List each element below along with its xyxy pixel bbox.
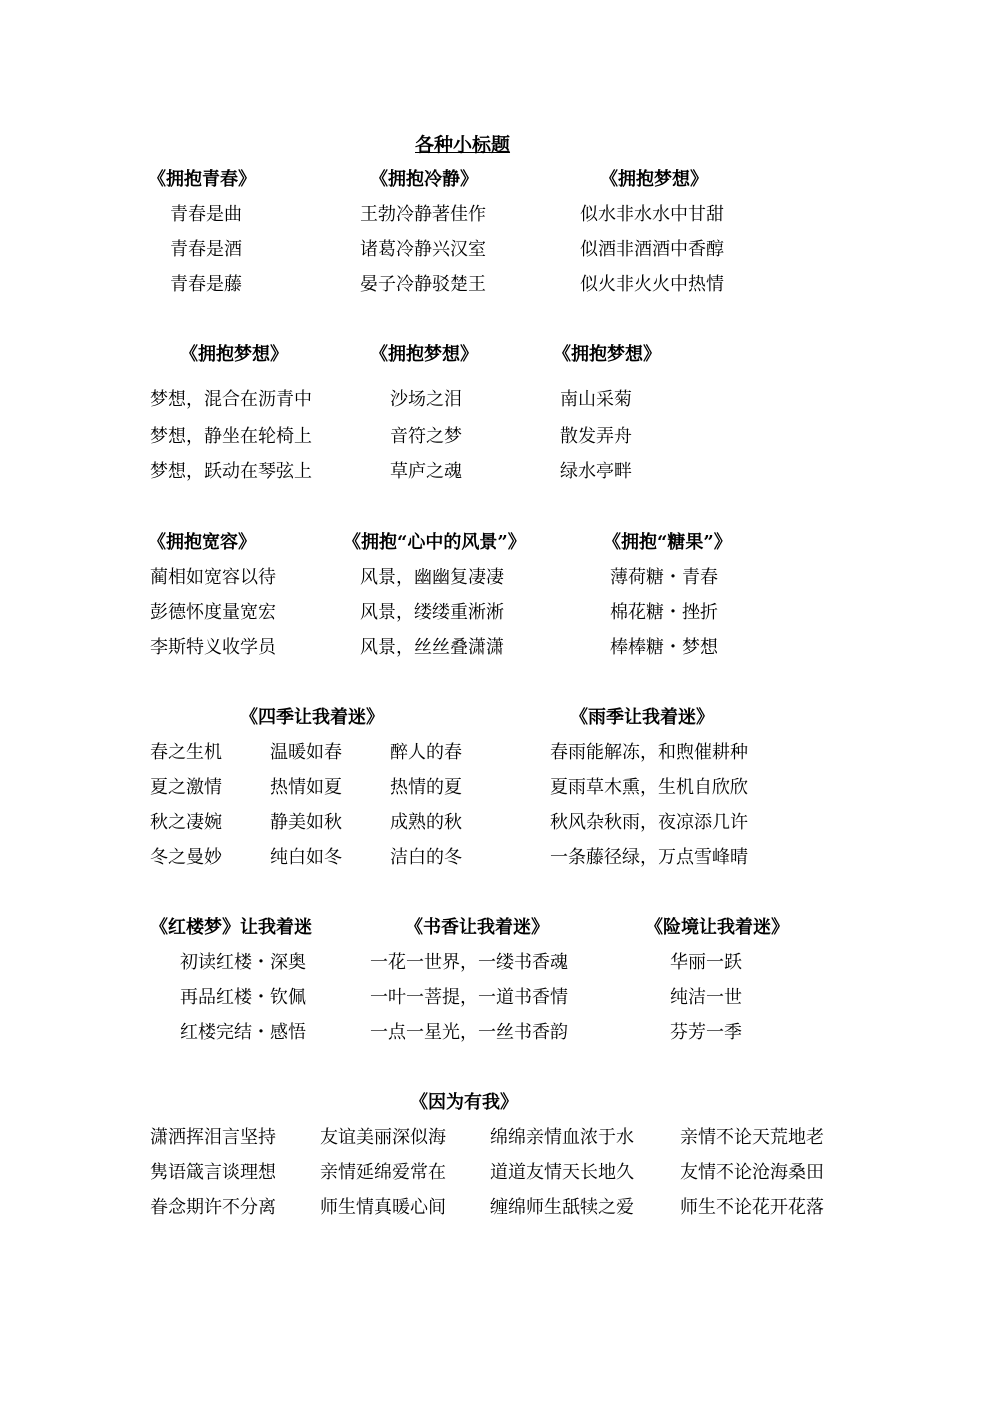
section-heading: 《拥抱梦想》 <box>180 344 288 365</box>
list-item: 华丽一跃 <box>670 952 742 973</box>
section-heading: 《拥抱“心中的风景”》 <box>343 532 526 553</box>
list-item: 春之生机 <box>150 742 222 763</box>
list-item: 草庐之魂 <box>390 461 462 482</box>
list-item: 彭德怀度量宽宏 <box>150 602 276 623</box>
list-item: 蔺相如宽容以待 <box>150 567 276 588</box>
list-item: 再品红楼・钦佩 <box>180 987 306 1008</box>
list-item: 友谊美丽深似海 <box>320 1127 446 1148</box>
page-title: 各种小标题 <box>415 134 511 156</box>
section-heading: 《拥抱梦想》 <box>600 169 708 190</box>
list-item: 热情的夏 <box>390 777 462 798</box>
list-item: 绿水亭畔 <box>560 461 632 482</box>
list-item: 一花一世界，一缕书香魂 <box>370 952 568 973</box>
section-heading: 《因为有我》 <box>410 1092 518 1113</box>
list-item: 静美如秋 <box>270 812 342 833</box>
list-item: 似酒非酒酒中香醇 <box>580 239 724 260</box>
list-item: 青春是藤 <box>170 274 242 295</box>
list-item: 秋风杂秋雨，夜凉添几许 <box>550 812 748 833</box>
section-heading: 《拥抱梦想》 <box>370 344 478 365</box>
list-item: 温暖如春 <box>270 742 342 763</box>
section-heading: 《拥抱冷静》 <box>370 169 478 190</box>
list-item: 眷念期许不分离 <box>150 1197 276 1218</box>
list-item: 秋之凄婉 <box>150 812 222 833</box>
list-item: 李斯特义收学员 <box>150 637 276 658</box>
list-item: 棉花糖・挫折 <box>610 602 718 623</box>
list-item: 晏子冷静驳楚王 <box>360 274 486 295</box>
list-item: 棒棒糖・梦想 <box>610 637 718 658</box>
list-item: 成熟的秋 <box>390 812 462 833</box>
section-heading: 《红楼梦》让我着迷 <box>150 917 312 938</box>
list-item: 梦想，跃动在琴弦上 <box>150 461 312 482</box>
list-item: 亲情延绵爱常在 <box>320 1162 446 1183</box>
list-item: 散发弄舟 <box>560 426 632 447</box>
list-item: 风景，丝丝叠潇潇 <box>360 637 504 658</box>
list-item: 洁白的冬 <box>390 847 462 868</box>
list-item: 冬之曼妙 <box>150 847 222 868</box>
list-item: 沙场之泪 <box>390 389 462 410</box>
section-heading: 《拥抱“糖果”》 <box>603 532 732 553</box>
list-item: 亲情不论天荒地老 <box>680 1127 824 1148</box>
list-item: 青春是曲 <box>170 204 242 225</box>
list-item: 梦想，静坐在轮椅上 <box>150 426 312 447</box>
section-heading: 《四季让我着迷》 <box>240 707 384 728</box>
list-item: 梦想，混合在沥青中 <box>150 389 312 410</box>
list-item: 风景，幽幽复凄凄 <box>360 567 504 588</box>
list-item: 初读红楼・深奥 <box>180 952 306 973</box>
section-heading: 《雨季让我着迷》 <box>570 707 714 728</box>
section-heading: 《险境让我着迷》 <box>645 917 789 938</box>
list-item: 夏之激情 <box>150 777 222 798</box>
section-heading: 《拥抱宽容》 <box>148 532 256 553</box>
list-item: 缠绵师生舐犊之爱 <box>490 1197 634 1218</box>
list-item: 醉人的春 <box>390 742 462 763</box>
list-item: 似火非火火中热情 <box>580 274 724 295</box>
list-item: 薄荷糖・青春 <box>610 567 718 588</box>
list-item: 春雨能解冻，和煦催耕种 <box>550 742 748 763</box>
list-item: 一条藤径绿，万点雪峰晴 <box>550 847 748 868</box>
list-item: 王勃冷静著佳作 <box>360 204 486 225</box>
list-item: 夏雨草木熏，生机自欣欣 <box>550 777 748 798</box>
list-item: 隽语箴言谈理想 <box>150 1162 276 1183</box>
list-item: 绵绵亲情血浓于水 <box>490 1127 634 1148</box>
list-item: 一叶一菩提，一道书香情 <box>370 987 568 1008</box>
list-item: 诸葛冷静兴汉室 <box>360 239 486 260</box>
list-item: 音符之梦 <box>390 426 462 447</box>
section-heading: 《拥抱青春》 <box>148 169 256 190</box>
section-heading: 《拥抱梦想》 <box>553 344 661 365</box>
section-heading: 《书香让我着迷》 <box>405 917 549 938</box>
list-item: 青春是酒 <box>170 239 242 260</box>
list-item: 红楼完结・感悟 <box>180 1022 306 1043</box>
list-item: 风景，缕缕重淅淅 <box>360 602 504 623</box>
list-item: 纯白如冬 <box>270 847 342 868</box>
list-item: 南山采菊 <box>560 389 632 410</box>
list-item: 芬芳一季 <box>670 1022 742 1043</box>
list-item: 道道友情天长地久 <box>490 1162 634 1183</box>
list-item: 热情如夏 <box>270 777 342 798</box>
list-item: 师生不论花开花落 <box>680 1197 824 1218</box>
list-item: 潇洒挥泪言坚持 <box>150 1127 276 1148</box>
list-item: 一点一星光，一丝书香韵 <box>370 1022 568 1043</box>
list-item: 友情不论沧海桑田 <box>680 1162 824 1183</box>
list-item: 似水非水水中甘甜 <box>580 204 724 225</box>
list-item: 纯洁一世 <box>670 987 742 1008</box>
list-item: 师生情真暖心间 <box>320 1197 446 1218</box>
